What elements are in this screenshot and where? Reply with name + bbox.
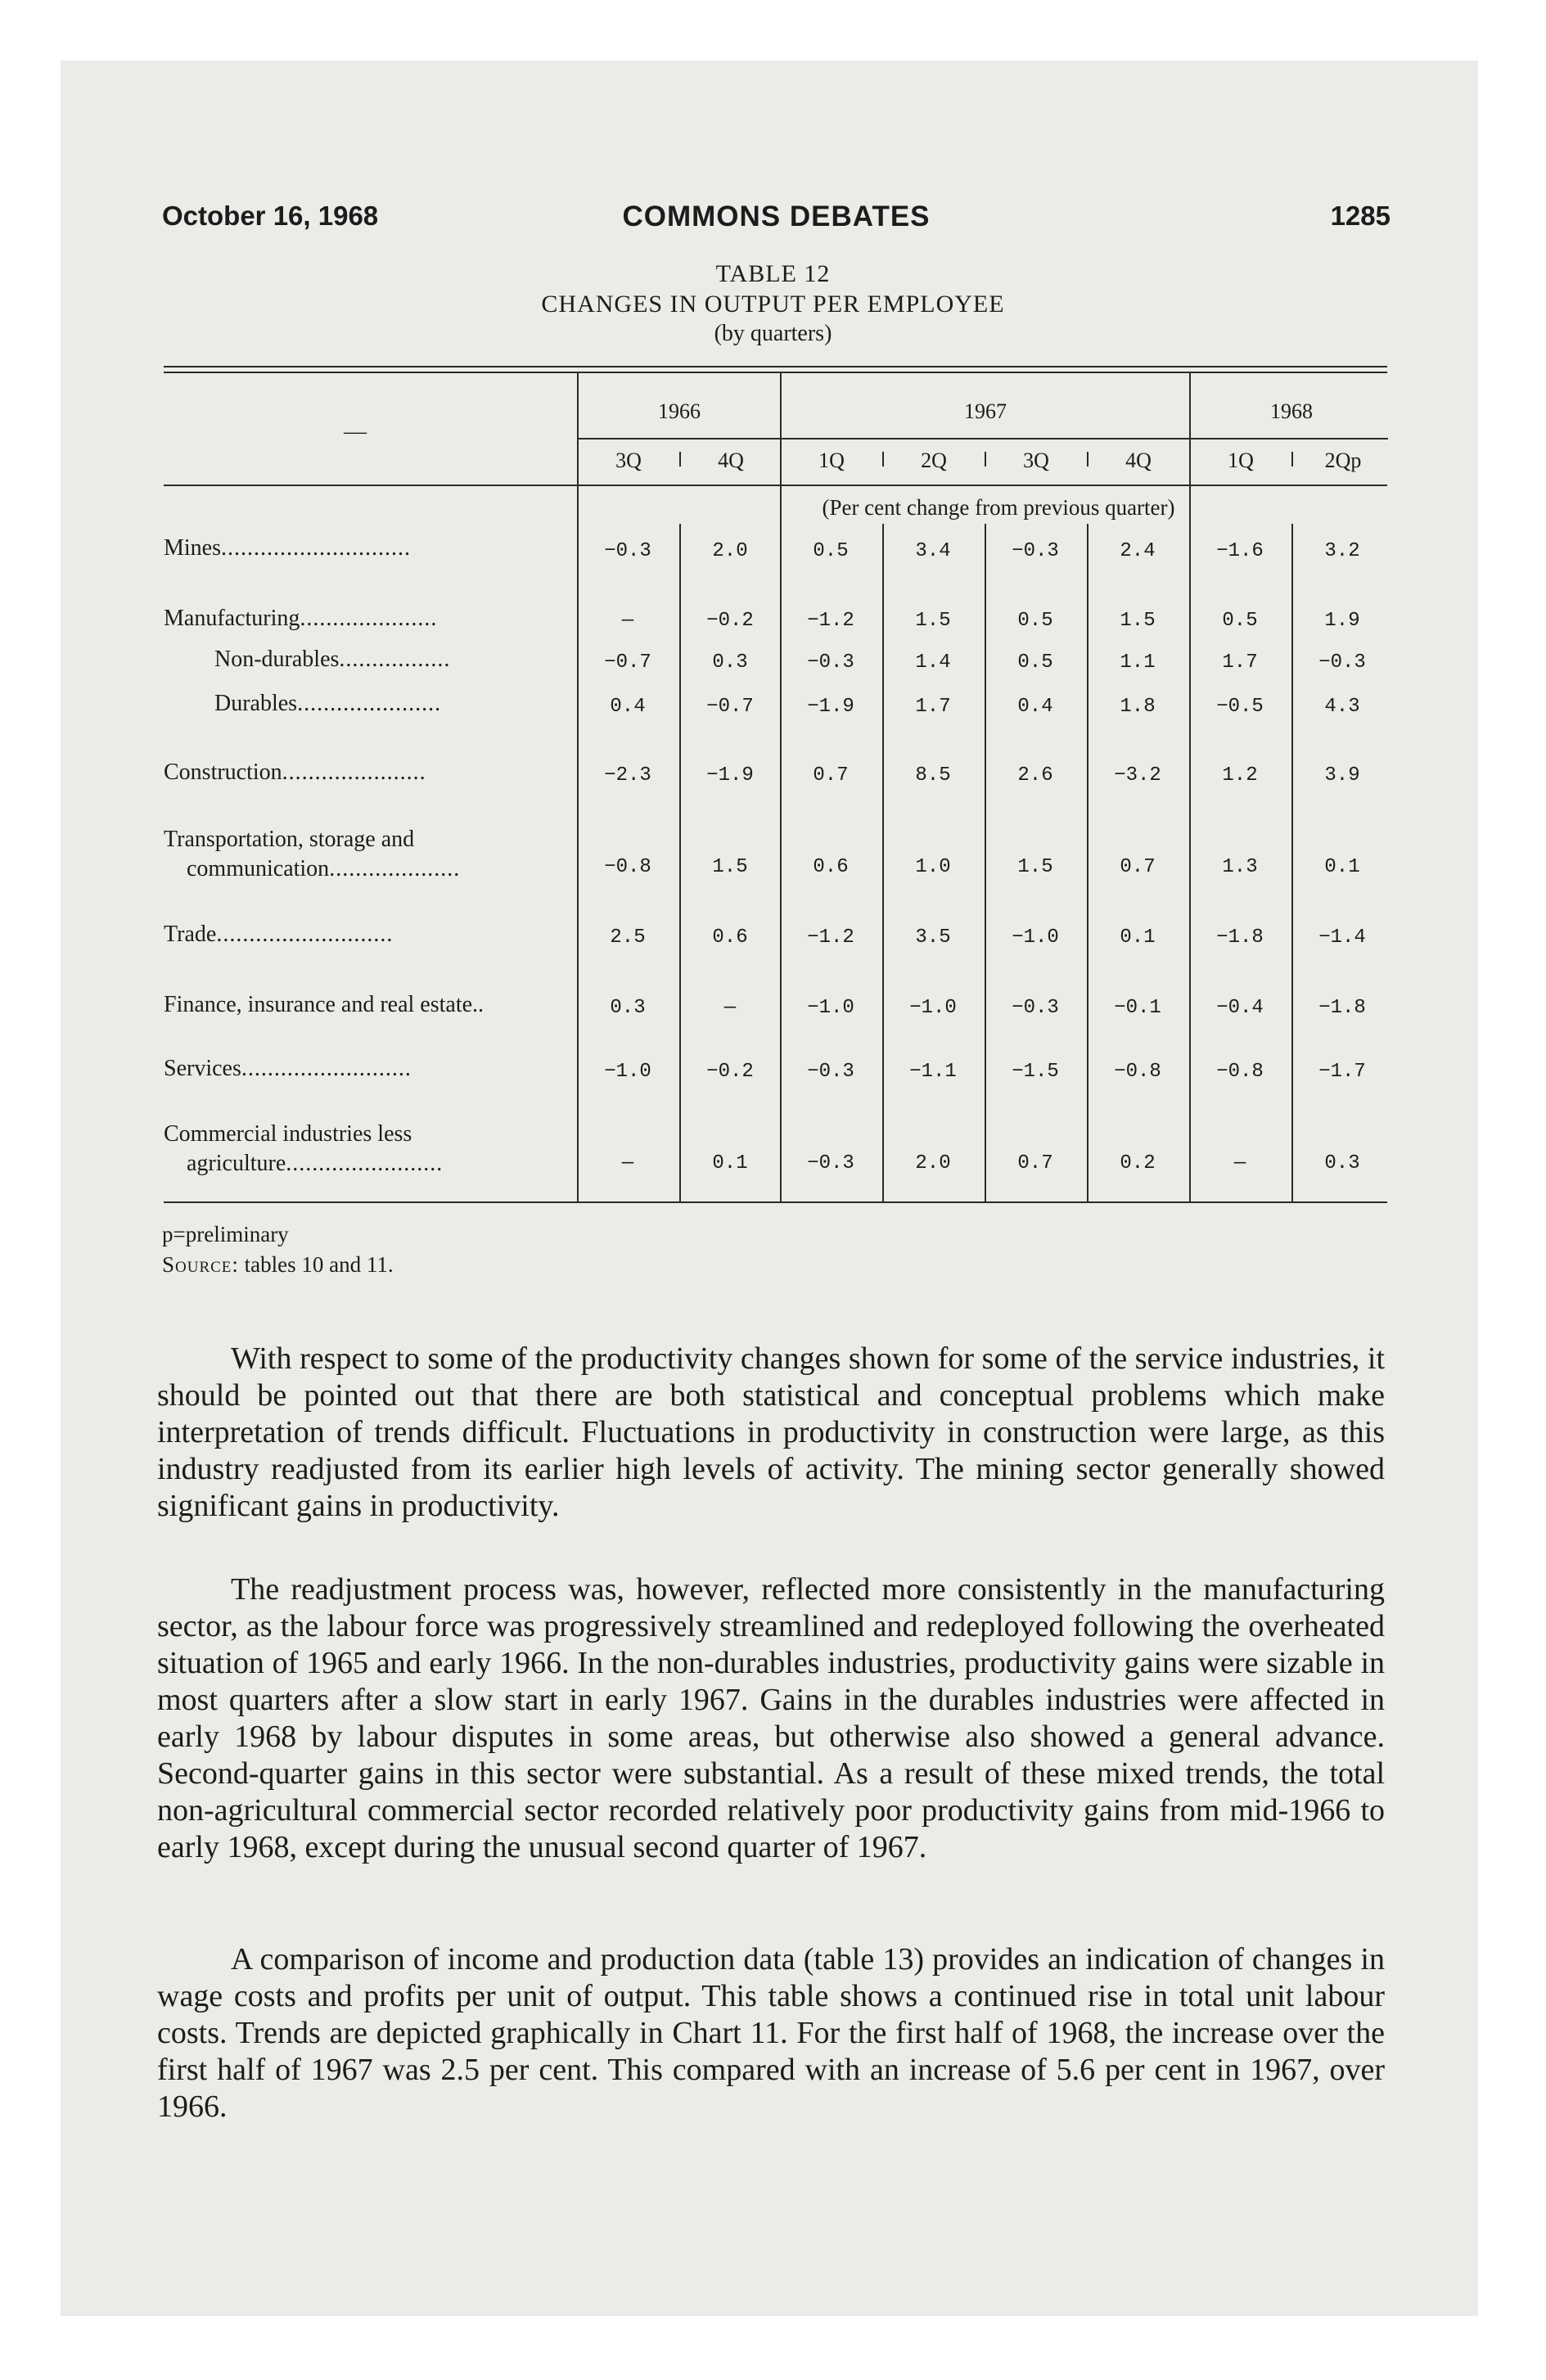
table-cell: 0.3 — [610, 997, 646, 1019]
header-date: October 16, 1968 — [162, 201, 379, 231]
quarter-separator — [679, 452, 681, 467]
table-cell: 2.5 — [610, 926, 646, 949]
table-cell: 3.2 — [1324, 540, 1360, 562]
row-label-trade: Trade........................... — [164, 922, 394, 947]
table-cell: 2.0 — [915, 1152, 951, 1174]
row-label-non-durables: Non-durables................. — [214, 647, 451, 672]
table-cell: −0.3 — [807, 1152, 854, 1174]
column-divider-q — [1291, 524, 1293, 1201]
row-label-transportation: Transportation, storage and communication.................... — [164, 827, 461, 881]
row-label-commercial: Commercial industries less agriculture........................ — [164, 1121, 444, 1176]
quarter-header: 1Q — [1228, 449, 1254, 472]
table-cell: 0.4 — [610, 696, 646, 718]
quarter-header: 1Q — [818, 449, 845, 472]
footnote-source — [162, 1252, 394, 1278]
table-cell: 0.6 — [712, 926, 748, 949]
stub-header: — — [344, 419, 367, 444]
table-cell: 1.5 — [1120, 610, 1156, 632]
table-cell: 0.7 — [1017, 1152, 1053, 1174]
table-cell: 0.5 — [1017, 610, 1053, 632]
table-cell: −0.3 — [1318, 651, 1366, 674]
column-divider-q — [882, 524, 884, 1201]
table-cell: 1.9 — [1324, 610, 1360, 632]
table-cell: — — [1233, 1152, 1246, 1174]
table-subtitle: (by quarters) — [714, 321, 832, 346]
table-cell: −1.0 — [604, 1061, 651, 1083]
year-header: 1968 — [1270, 399, 1313, 423]
table-cell: −1.8 — [1216, 926, 1264, 949]
table-top-rule — [164, 366, 1387, 367]
table-cell: 1.3 — [1222, 856, 1258, 878]
table-cell: 1.5 — [915, 610, 951, 632]
year-header: 1967 — [964, 399, 1007, 423]
quarter-header: 2Qp — [1324, 449, 1362, 472]
table-cell: −0.8 — [604, 856, 651, 878]
table-cell: −1.4 — [1318, 926, 1366, 949]
table-cell: 0.6 — [813, 856, 849, 878]
table-cell: −1.0 — [909, 997, 957, 1019]
table-cell: 1.7 — [915, 696, 951, 718]
paragraph: The readjustment process was, however, reflected more consistently in the manufacturing sector, as the labour force was progressively streamlined and redeployed following the overheated situation of 1965 and early 1966. In the non-durables industries, productivity gains were sizable in most quarters after a slow start in early 1967. Gains in the durables industries were affected in early 1968 by labour disputes in some areas, but otherwise also showed a general advance. Second-quarter gains in this sector were substantial. As a result of these mixed trends, the total non-agricultural commercial sector recorded relatively poor productivity gains from mid-1966 to early 1968, except during the unusual second quarter of 1967. — [157, 1572, 1385, 1864]
table-cell: — — [723, 997, 737, 1019]
quarter-separator — [1291, 452, 1293, 467]
table-cell: 0.2 — [1120, 1152, 1156, 1174]
table-cell: −1.9 — [807, 696, 854, 718]
quarter-header: 4Q — [718, 449, 744, 472]
table-title: CHANGES IN OUTPUT PER EMPLOYEE — [541, 291, 1005, 318]
quarter-header: 2Q — [921, 449, 947, 472]
year-header: 1966 — [658, 399, 701, 423]
column-divider-q — [679, 524, 681, 1201]
table-cell: −1.0 — [807, 997, 854, 1019]
table-cell: 0.1 — [712, 1152, 748, 1174]
page-number: 1285 — [1330, 201, 1390, 231]
row-label-finance: Finance, insurance and real estate.. — [164, 992, 485, 1017]
table-cell: 1.4 — [915, 651, 951, 674]
table-cell: 1.8 — [1120, 696, 1156, 718]
table-cell: 0.5 — [1222, 610, 1258, 632]
table-cell: 3.5 — [915, 926, 951, 949]
paragraph: A comparison of income and production data (table 13) provides an indication of changes in wage costs and profits per unit of output. This table shows a continued rise in total unit labour costs. Trends are depicted graphically in Chart 11. For the first half of 1968, the increase over the first half of 1967 was 2.5 per cent. This compared with an increase of 5.6 per cent in 1967, over 1966. — [157, 1942, 1385, 2124]
table-cell: 4.3 — [1324, 696, 1360, 718]
quarter-header: 3Q — [1023, 449, 1049, 472]
table-cell: 2.0 — [712, 540, 748, 562]
quarter-separator — [1087, 452, 1089, 467]
column-divider-q — [1087, 524, 1089, 1201]
table-cell: 0.3 — [1324, 1152, 1360, 1174]
table-cell: 3.9 — [1324, 764, 1360, 787]
table-cell: −1.0 — [1012, 926, 1059, 949]
table-cell: −1.7 — [1318, 1061, 1366, 1083]
table-cell: −1.1 — [909, 1061, 957, 1083]
table-cell: −0.3 — [807, 1061, 854, 1083]
table-cell: −1.8 — [1318, 997, 1366, 1019]
running-header — [162, 201, 1390, 238]
source-text: tables 10 and 11. — [244, 1252, 394, 1277]
table-cell: −0.5 — [1216, 696, 1264, 718]
footnote-preliminary: p=preliminary — [162, 1222, 289, 1246]
table-cell: 0.5 — [1017, 651, 1053, 674]
table-cell: 1.1 — [1120, 651, 1156, 674]
table-cell: 2.4 — [1120, 540, 1156, 562]
table-cell: 0.5 — [813, 540, 849, 562]
table-cell: 0.7 — [1120, 856, 1156, 878]
table-number: TABLE 12 — [715, 260, 831, 287]
table-cell: 0.3 — [712, 651, 748, 674]
table-cell: −0.4 — [1216, 997, 1264, 1019]
table-cell: 1.7 — [1222, 651, 1258, 674]
column-divider-stub — [577, 373, 579, 1201]
table-cell: −1.6 — [1216, 540, 1264, 562]
unit-note: (Per cent change from previous quarter) — [822, 495, 1175, 520]
table-cell: 8.5 — [915, 764, 951, 787]
table-cell: 1.5 — [1017, 856, 1053, 878]
table-cell: −0.7 — [604, 651, 651, 674]
table-cell: −0.7 — [706, 696, 754, 718]
table-cell: −1.2 — [807, 926, 854, 949]
table-cell: −0.8 — [1114, 1061, 1161, 1083]
row-label-construction: Construction...................... — [164, 760, 426, 785]
table-cell: −3.2 — [1114, 764, 1161, 787]
table-cell: −0.8 — [1216, 1061, 1264, 1083]
table-top-rule-2 — [164, 372, 1387, 373]
table-cell: −2.3 — [604, 764, 651, 787]
table-cell: 0.1 — [1120, 926, 1156, 949]
table-cell: 2.6 — [1017, 764, 1053, 787]
table-cell: — — [621, 610, 634, 632]
source-label: Source: — [162, 1252, 239, 1277]
quarter-header: 4Q — [1125, 449, 1152, 472]
header-bottom-rule — [164, 485, 1387, 486]
quarter-header: 3Q — [615, 449, 642, 472]
year-underline-rule — [578, 438, 1388, 439]
paragraph: With respect to some of the productivity changes shown for some of the service industries, it should be pointed out that there are both statistical and conceptual problems which make interpretation of trends difficult. Fluctuations in productivity in construction were large, as this industry readjusted from its earlier high levels of activity. The mining sector generally showed significant gains in productivity. — [157, 1341, 1385, 1523]
table-cell: −1.2 — [807, 610, 854, 632]
row-label-durables: Durables...................... — [214, 691, 442, 716]
table-cell: −0.2 — [706, 1061, 754, 1083]
table-cell: −1.9 — [706, 764, 754, 787]
table-cell: 1.0 — [915, 856, 951, 878]
header-title: COMMONS DEBATES — [622, 201, 931, 232]
row-label-mines: Mines............................. — [164, 535, 411, 561]
table-bottom-rule — [164, 1201, 1387, 1203]
table-cell: 3.4 — [915, 540, 951, 562]
table-cell: −0.3 — [807, 651, 854, 674]
table-cell: −0.1 — [1114, 997, 1161, 1019]
column-divider-q — [985, 524, 986, 1201]
table-cell: −1.5 — [1012, 1061, 1059, 1083]
table-cell: 0.1 — [1324, 856, 1360, 878]
table-cell: — — [621, 1152, 634, 1174]
table-cell: 1.2 — [1222, 764, 1258, 787]
row-label-services: Services.......................... — [164, 1056, 412, 1081]
table-cell: −0.3 — [1012, 997, 1059, 1019]
table-cell: −0.3 — [1012, 540, 1059, 562]
table-cell: 1.5 — [712, 856, 748, 878]
table-cell: 0.4 — [1017, 696, 1053, 718]
table-cell: −0.2 — [706, 610, 754, 632]
quarter-separator — [882, 452, 884, 467]
row-label-manufacturing: Manufacturing..................... — [164, 606, 438, 631]
table-cell: −0.3 — [604, 540, 651, 562]
table-cell: 0.7 — [813, 764, 849, 787]
quarter-separator — [985, 452, 986, 467]
